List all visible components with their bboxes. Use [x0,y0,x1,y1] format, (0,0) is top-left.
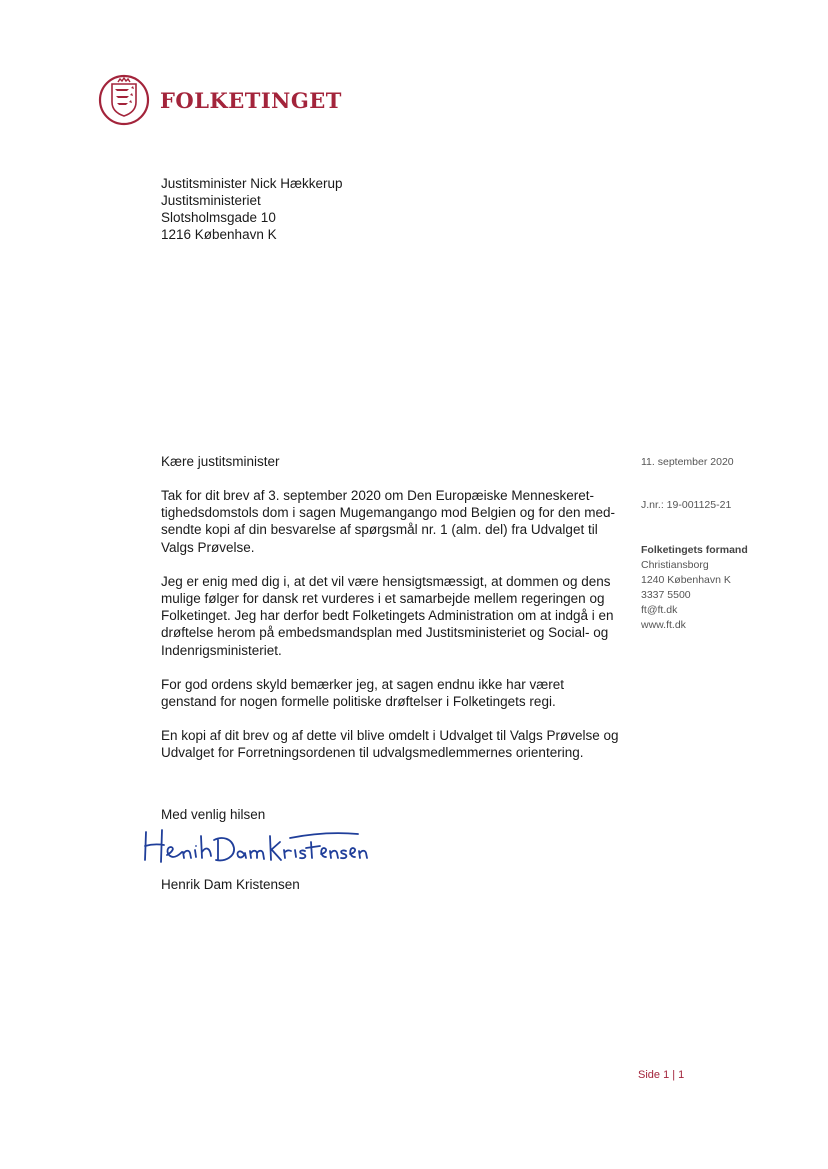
recipient-address [161,175,343,243]
recipient-street: Slotsholmsgade 10 [161,210,276,225]
sender-address-line: Christiansborg [641,559,709,571]
org-name: FOLKETINGET [160,87,342,113]
recipient-city: 1216 København K [161,227,277,242]
closing: Med venlig hilsen [161,807,266,822]
sender-phone: 3337 5500 [641,589,691,601]
letterhead-logo [98,74,342,126]
letter-body [161,487,621,779]
recipient-ministry: Justitsministeriet [161,193,261,208]
sender-email[interactable]: ft@ft.dk [641,604,678,616]
sender-website[interactable]: www.ft.dk [641,619,686,631]
signer-name: Henrik Dam Kristensen [161,877,300,892]
paragraph: For god ordens skyld bemærker jeg, at sagen endnu ikke har været genstand for nogen formelle politiske drøftelser i Folketingets regi. [161,676,564,710]
sender-title: Folketingets formand [641,544,748,556]
paragraph: En kopi af dit brev og af dette vil blive omdelt i Udvalget til Valgs Prøvelse og Udvalget for Forretningsordenen til udvalgsmedlemmernes orientering. [161,728,619,761]
salutation: Kære justitsminister [161,454,280,469]
letter-date: 11. september 2020 [641,456,734,468]
journal-number: J.nr.: 19-001125-21 [641,499,732,511]
paragraph: Jeg er enig med dig i, at det vil være hensigtsmæssigt, at dommen og dens mulige følger for dansk ret vurderes i et samarbejde mellem regeringen og Folketinget. Jeg har derfor bedt Folketingets Administration om at indgå i en drøftelse herom på embedsmandsplan med Justitsministeriet og Social- og Indenrigsministeriet. [161,573,614,658]
sender-address-block [641,543,748,633]
coat-of-arms-icon [98,74,150,126]
paragraph: Tak for dit brev af 3. september 2020 om Den Europæiske Menneskeret-tighedsdomstols dom i sagen Mugemangango mod Belgien og for den med-sendte kopi af din besvarelse af spørgsmål nr. 1 (alm. del) fra Udvalget til Valgs Prøvelse. [161,488,616,555]
handwritten-signature [140,822,370,879]
page-number: Side 1 | 1 [638,1069,685,1081]
recipient-name: Justitsminister Nick Hækkerup [161,176,343,191]
sender-city: 1240 København K [641,574,731,586]
